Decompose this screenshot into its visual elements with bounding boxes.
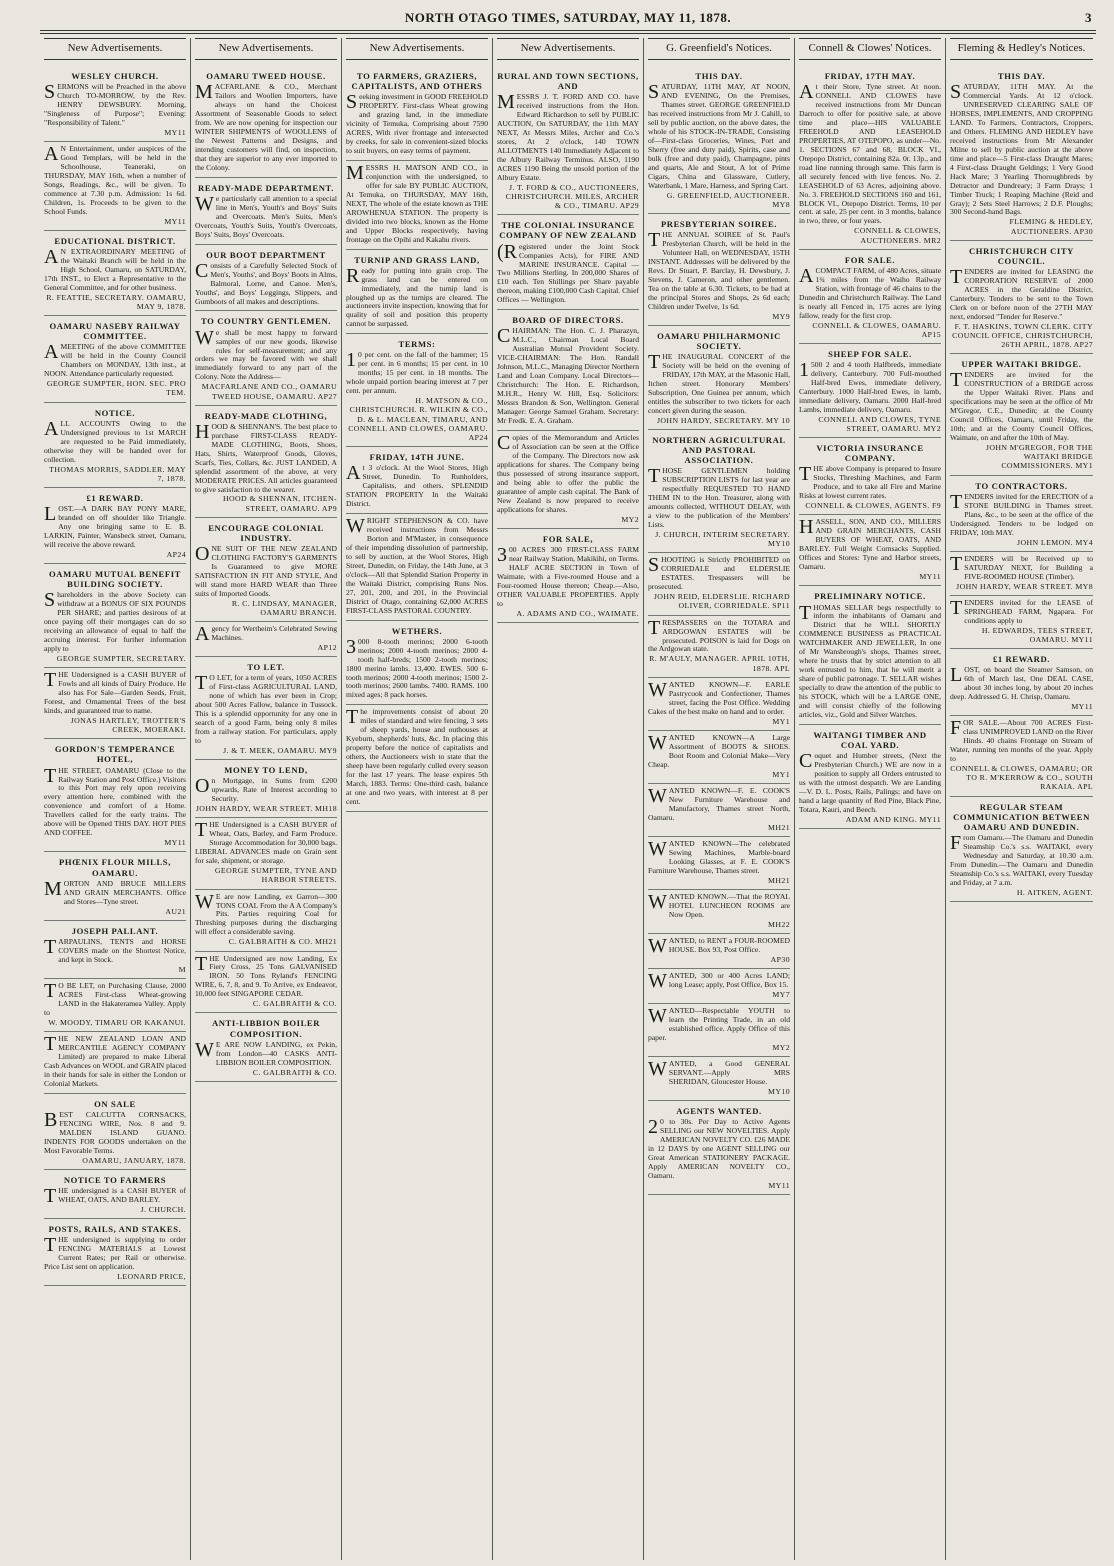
- advertisement: [648, 934, 790, 969]
- advertisement: [799, 250, 941, 344]
- ad-body: LOST.—A DARK BAY PONY MARE, branded on off shoulder like Triangle. Any one bringing same to E. B. LARKIN, Painter, Wansbeck street, Oamaru, will receive the above reward.: [44, 503, 186, 549]
- advertisement: [346, 514, 488, 620]
- ad-body: THE INAUGURAL CONCERT of the Society will be held on the evening of FRIDAY, 17th MAY, at the Masonic Hall, Itchen street. Honorary Members' Subscription, One Guinea per annum, which entitles the subscriber to two tickets for each concert given during the season.: [648, 351, 790, 415]
- ad-signature: C. GALBRAITH & CO. MH21: [228, 937, 337, 947]
- ad-signature: JOHN HARDY, SECRETARY. MY 10: [656, 415, 790, 425]
- ad-body: WANTED KNOWN—The celebrated Sewing Machines, Marble-board Looking Glasses, at F. E. COOK'S Furniture Warehouse, Thames street.: [648, 837, 790, 875]
- ad-title: VICTORIA INSURANCE COMPANY.: [816, 443, 924, 464]
- ad-title: NOTICE TO FARMERS: [63, 1174, 167, 1185]
- ad-title: OAMARU MUTUAL BENEFIT BUILDING SOCIETY.: [49, 569, 181, 590]
- ad-title: TURNIP AND GRASS LAND,: [354, 254, 480, 265]
- ad-title: FRIDAY, 14TH JUNE.: [369, 452, 465, 463]
- ad-body: HASSELL, SON, AND CO., MILLERS AND GRAIN MERCHANTS, CASH BUYERS OF WHEAT, OATS, AND BARLEY. Full Weight Cornsacks Supplied. Offices and Stores: Tyne and Harbor streets, Oamaru.: [799, 516, 941, 572]
- advertisement: [195, 952, 337, 1014]
- ad-body: TENDERS invited for the ERECTION of a STONE BUILDING in Thames street. Plans, &c., to be seen at the office of the Undersigned. Tenders to be lodged on FRIDAY, 10th MAY.: [950, 490, 1093, 537]
- advertisement: [950, 241, 1093, 355]
- ad-title: NORTHERN AGRICULTURAL AND PASTORAL ASSOCIATION.: [652, 434, 786, 466]
- ad-signature: AP24: [166, 549, 186, 559]
- advertisement: [44, 66, 186, 142]
- ad-signature: AP12: [317, 643, 337, 653]
- ad-signature: MY1: [772, 716, 790, 726]
- ad-body: CHAIRMAN: The Hon. C. J. Pharazyn, M.L.C., Chairman Local Board Australian Mutual Provident Society. VICE-CHAIRMAN: The Hon. Randall Johnson, M.L.C., Managing Director Northern Land and Loan Company. Local Directors—Christchurch: The Hon. E. Richardson, M.H.R., Henry W. Hill, Esq. Solicitors: Messrs Brandon & Son, Wellington. General Manager: George Samuel Graham. Secretary: Mr Fredk. E. A. Graham.: [497, 325, 639, 425]
- ad-signature: JONAS HARTLEY, TROTTER'S CREEK, MOERAKI.: [70, 715, 186, 735]
- column-heading: New Advertisements.: [346, 38, 488, 60]
- advertisement: [346, 705, 488, 811]
- ad-body: THE Undersigned is a CASH BUYER of Fowls and all kinds of Dairy Produce. He also has For Sale—Garden Seeds, Fruit, Forest, and Ornamental Trees of the best kinds, and guaranteed true to name.: [44, 669, 186, 715]
- ad-signature: CONNELL & CLOWES, AGENTS. F9: [805, 501, 941, 511]
- advertisement: [195, 657, 337, 760]
- advertisement: [950, 354, 1093, 475]
- ad-title: UPPER WAITAKI BRIDGE.: [961, 359, 1082, 370]
- ad-signature: W. MOODY, TIMARU OR KAKANUI.: [48, 1017, 186, 1027]
- ad-title: NOTICE.: [94, 407, 136, 418]
- ad-body: Ready for putting into grain crop. The grass land can be entered on immediately, and the turnip land is ploughed up as the turnips are cleared. The auctioneers invite inspection, knowing that for quality of soil and position this property cannot be surpassed.: [346, 264, 488, 329]
- ad-signature: R. M'AULY, MANAGER. APRIL 10TH, 1878. APL: [649, 654, 790, 673]
- ad-body: THOMAS SELLAR begs respectfully to inform the inhabitants of Oamaru and District that he WILL SHORTLY COMMENCE BUSINESS as PRACTICAL WATCHMAKER AND JEWELLER, In one of Mr Wansbrough's shops, Thames street, where he trusts that by strict attention to all work entrusted to him, that he will merit a share of public patronage. T. SELLAR wishes specially to draw the attention of the public to his STOCK, which will be a LARGE ONE, and will consist chiefly of the following articles, viz., Gold and Silver Watches.: [799, 601, 941, 719]
- ad-body: MESSRS H. MATSON AND CO., in conjunction with the undersigned, to offer for sale BY PUBLIC AUCTION, At Temuka, on THURSDAY, MAY 16th, NEXT, The whole of the estate known as THE AROWHENUA STATION. The property is divided into two blocks, known as the Home and Upper Blocks respectively, having frontage on the Opihi and Kakahu rivers.: [346, 161, 488, 244]
- ad-signature: C. GALBRAITH & CO.: [252, 1067, 337, 1077]
- advertisement: [799, 66, 941, 250]
- column-3: [342, 38, 493, 1560]
- ad-title: PRELIMINARY NOTICE.: [814, 591, 926, 602]
- ad-signature: H. MATSON & CO., CHRISTCHURCH. R. WILKIN & CO., D. & L. MACLEAN, TIMARU, AND CONNELL AND CLOWES, OAMARU. AP24: [348, 396, 488, 442]
- ad-body: At 3 o'clock. At the Wool Stores, High Street, Dunedin. To Runholders, Capitalists, and others. SPLENDID STATION PROPERTY In the Waitaki District.: [346, 462, 488, 509]
- ad-title: GORDON'S TEMPERANCE HOTEL,: [54, 744, 176, 765]
- ad-body: TARPAULINS, TENTS and HORSE COVERS made on the Shortest Notice, and kept in Stock.: [44, 935, 186, 964]
- ad-body: WANTED, a Good GENERAL SERVANT.—Apply MRS SHERIDAN, Gloucester House.: [648, 1058, 790, 1086]
- advertisement: [648, 1101, 790, 1195]
- columns: [40, 38, 1098, 1560]
- advertisement: [648, 678, 790, 731]
- advertisement: [195, 1013, 337, 1081]
- ad-title: ON SALE: [94, 1098, 136, 1109]
- ad-signature: MH21: [768, 875, 790, 885]
- advertisement: [497, 215, 639, 310]
- ad-body: TENDERS are invited for LEASING the CORPORATION RESERVE of 2000 ACRES in the Geraldine District, Canterbury. Tenders to be sent to the Town Clerk on or before noon of the 27TH MAY next, endorsed "Tender for Reserve.": [950, 266, 1093, 321]
- ad-title: OUR BOOT DEPARTMENT: [206, 249, 326, 260]
- ad-body: TENDERS are invited for the CONSTRUCTION of a BRIDGE across the Upper Waitaki River. Plans and specifications may be seen at the office of Mr M'Gregor, C.E., Dunedin; at the County Council Offices, Oamaru, until Friday, the 10th; and at the County Council Offices, Waimate, on and after the 10th of May.: [950, 369, 1093, 443]
- ad-signature: MY7: [772, 989, 790, 999]
- ad-body: 10 per cent. on the fall of the hammer; 15 per cent. in 6 months; 15 per cent. in 10 months; 15 per cent. in 18 months. The whole unpaid portion bearing interest at 7 per cent. per annum.: [346, 349, 488, 396]
- ad-title: JOSEPH PALLANT.: [71, 925, 159, 936]
- advertisement: [195, 406, 337, 518]
- column-heading: New Advertisements.: [195, 38, 337, 60]
- ad-title: WESLEY CHURCH.: [71, 70, 159, 81]
- ad-body: WANTED KNOWN—F. E. COOK'S New Furniture Warehouse and Manufactory, Thames street North, Oamaru.: [648, 784, 790, 822]
- ad-signature: MY11: [164, 127, 186, 137]
- ad-title: ANTI-LIBBION BOILER COMPOSITION.: [211, 1018, 321, 1039]
- ad-title: THIS DAY.: [997, 70, 1046, 81]
- advertisement: [648, 553, 790, 615]
- ad-body: MORTON AND BRUCE MILLERS AND GRAIN MERCHANTS. Office and Stores—Tyne street.: [44, 877, 186, 906]
- advertisement: [44, 231, 186, 316]
- ad-signature: F. T. HASKINS, TOWN CLERK. CITY COUNCIL OFFICE, CHRISTCHURCH, 26TH APRIL, 1878. AP27: [952, 321, 1093, 350]
- ad-body: We particularly call attention to a special line in Men's, Youth's and Boys' Suits and Overcoats. Men's Suits, Men's Overcoats, Youth's Suits, Youth's Overcoats, Boys' Suits, Boys' Overcoats.: [195, 192, 337, 239]
- advertisement: [950, 649, 1093, 716]
- ad-body: At their Store, Tyne street. At noon. CONNELL AND CLOWES have received instructions from Mr Duncan Darroch to offer for positive sale, at above time and place—HIS VALUABLE FREEHOLD AND LEASEHOLD PROPERTIES, AT OTEPOPO, as under—No. 1. SECTIONS 67 and 68, BLOCK VI., Otepopo District, containing 82a. 0r. 13p., and road line running through same. This farm is all securely fenced with live fences. No. 2. LEASEHOLD of 63 Acres, adjoining above. No. 3. FREEHOLD SECTIONS 160 and 161, BLOCK VI., Otepopo District. Terms, 10 per cent. at sale, 25 per cent. in 3 months, balance in two, three, or four years.: [799, 81, 941, 226]
- ad-signature: MY10: [768, 1086, 790, 1096]
- masthead-rule: [40, 30, 1096, 31]
- ad-signature: R. C. LINDSAY, MANAGER, OAMARU BRANCH.: [231, 598, 337, 618]
- ad-title: PRESBYTERIAN SOIREE.: [660, 218, 778, 229]
- advertisement: [799, 438, 941, 515]
- ad-title: EDUCATIONAL DISTRICT.: [54, 235, 176, 246]
- ad-title: OAMARU PHILHARMONIC SOCIETY.: [657, 330, 781, 351]
- ad-body: Consists of a Carefully Selected Stock of Men's, Youths', and Boys' Boots in Alms, Balmoral, Lorne, and Canoe. Men's, Youths', and Boys' Leggings, Slippers, and Gumboots of all makes and descriptions.: [195, 259, 337, 306]
- ad-signature: GEORGE SUMPTER, SECRETARY.: [56, 653, 186, 663]
- advertisement: [44, 316, 186, 402]
- ad-body: WANTED KNOWN.—That the ROYAL HOTEL LUNCHEON ROOMS are Now Open.: [648, 890, 790, 919]
- ad-title: BOARD OF DIRECTORS.: [512, 315, 624, 326]
- ad-body: AMEETING of the above COMMITTEE will be held in the County Council Chambers on MONDAY, 13th inst., at NOON. Attendance particularly requested.: [44, 341, 186, 379]
- ad-signature: M: [178, 964, 186, 974]
- advertisement: [195, 311, 337, 405]
- advertisement: [950, 476, 1093, 552]
- ad-body: TO BE LET, on Purchasing Clause, 2000 ACRES First-class Wheat-growing LAND in the Hakateramea Valley. Apply to: [44, 979, 186, 1017]
- ad-body: Shareholders in the above Society can withdraw at a BONUS OF SIX POUNDS PER SHARE; and parties desirous of at once paying off their mortgages can do so receiving an allowance of equal to half the accruing interest. For further information apply to: [44, 589, 186, 653]
- advertisement: [648, 969, 790, 1004]
- column-5: [644, 38, 795, 1560]
- advertisement: [346, 334, 488, 447]
- ad-signature: AP30: [770, 954, 790, 964]
- masthead-rule-lower: [40, 33, 1096, 34]
- advertisement: [44, 1032, 186, 1094]
- ad-title: £1 REWARD.: [86, 492, 144, 503]
- ad-body: TO LET, for a term of years, 1050 ACRES of First-class AGRICULTURAL LAND, none of which has ever been in Crop; about 500 Acres Fallow, balance in Tussock. This is a splendid opportunity for any one in search of a good Farm, being only 8 miles from a railway station. For particulars, apply to: [195, 672, 337, 746]
- advertisement: [950, 552, 1093, 596]
- advertisement: [648, 430, 790, 553]
- ad-body: WE ARE NOW LANDING, ex Pekin, from London—40 CASKS ANTI-LIBBION BOILER COMPOSITION.: [195, 1038, 337, 1067]
- ad-body: THE Undersigned are now Landing, Ex Fiery Cross, 25 Tons GALVANISED IRON. 50 Tons Ryland's FENCING WIRE, 6, 7, 8, and 9. To Arrive, ex Endeavor, 10,000 feet SINGAPORE CEDAR.: [195, 952, 337, 999]
- ad-signature: GEORGE SUMPTER, HON. SEC. PRO TEM.: [46, 379, 186, 398]
- ad-body: THE undersigned is a CASH BUYER of WHEAT, OATS, AND BARLEY.: [44, 1184, 186, 1207]
- ad-body: SHOOTING is Strictly PROHIBITED on CORRIEDALE and ELDERSLIE ESTATES. Trespassers will be prosecuted.: [648, 554, 790, 592]
- advertisement: [648, 214, 790, 326]
- ad-title: THIS DAY.: [695, 70, 743, 81]
- ad-body: Copies of the Memorandum and Articles of Association can be seen at the Office of the Company. The Directors now ask applications for shares. The Company being thus possessed of strong insurance support, and being able to offer the public the guarantee of ample cash capital. The Bank of New Zealand is now prepared to receive applications for shares.: [497, 431, 639, 514]
- ad-title: PHŒNIX FLOUR MILLS, OAMARU.: [59, 857, 171, 878]
- ad-body: 300 ACRES 300 FIRST-CLASS FARM near Railway Station, Makikihi, on Terms. HALF ACRE SECTION in Town of Waimate, with a Five-roomed House and a Four-roomed House thereon; Cheap.—Also, OTHER VALUABLE PROPERTIES. Apply to: [497, 543, 639, 608]
- ad-body: SATURDAY, 11TH MAY. At the Commercial Yards. At 12 o'clock. UNRESERVED CLEARING SALE OF HORSES, IMPLEMENTS, AND CROPPING LAND. To Farmers, Contractors, Croppers, and Others. FLEMING AND HEDLEY have received instructions from Mr Alexander Milne to sell by public auction at the above time and place—5 First-class Draught Mares; 4 First-class Draught Geldings; 1 Very Good Hack Mare; 3 Yearling Thoroughbreds by Detractor and Dundreary; 3 Farm Drays; 1 Timber Truck; 1 Reaping Machine (Reid and Gray); 2 Sets Steel Harrows; 2 D.F. Ploughs; 300 Second-hand Bags.: [950, 81, 1093, 217]
- ad-body: AN EXTRAORDINARY MEETING of the Waitaki Branch will be held in the High School, Oamaru, on SATURDAY, 17th INST., to Elect a Representative to the General Committee, and for other business.: [44, 246, 186, 292]
- ad-title: £1 REWARD.: [992, 654, 1051, 665]
- advertisement: [195, 760, 337, 818]
- advertisement: [799, 586, 941, 725]
- ad-body: The improvements consist of about 20 miles of standard and wire fencing, 3 sets of sheep yards, house and outhouses at Kyeburn, shepherds' huts, &c. In placing this property before the notice of capitalists and others, the Auctioneers wish to state that the sheep have been regularly culled every season for the last 17 years. The lease expires 5th March, 1883. Terms: One-third cash, balance at one and two years, with interest at 8 per cent.: [346, 706, 488, 806]
- advertisement: [195, 66, 337, 178]
- advertisement: [799, 515, 941, 586]
- advertisement: [346, 161, 488, 250]
- advertisement: [44, 979, 186, 1032]
- ad-title: TO FARMERS, GRAZIERS, CAPITALISTS, AND OTHERS: [351, 70, 483, 92]
- advertisement: [497, 529, 639, 623]
- ad-title: OAMARU NASEBY RAILWAY COMMITTEE.: [49, 321, 181, 342]
- ad-signature: OAMARU, JANUARY, 1878.: [82, 1155, 186, 1165]
- ad-body: WANTED KNOWN—A Large Assortment of BOOTS & SHOES. Boot Room and Colonial Make—Very Cheap.: [648, 731, 790, 769]
- ad-title: MONEY TO LEND,: [224, 765, 308, 776]
- advertisement: [44, 564, 186, 668]
- ad-signature: MH21: [768, 822, 790, 832]
- ad-body: We shall be most happy to forward samples of our new goods, likewise rules for self-measurement; and any orders we may be favored with we shall immediately forward to any part of the Colony. Note the Address—: [195, 326, 337, 382]
- ad-signature: G. GREENFIELD, AUCTIONEER. MY8: [666, 190, 790, 209]
- ad-signature: J. & T. MEEK, OAMARU. MY9: [223, 746, 337, 756]
- advertisement: [195, 518, 337, 622]
- advertisement: [497, 310, 639, 431]
- ad-signature: H. AITKEN, AGENT.: [1016, 887, 1093, 897]
- ad-signature: CONNELL & CLOWES, AUCTIONEERS. MR2: [854, 226, 941, 245]
- ad-body: MACFARLANE & CO., Merchant Tailors and Woollen Importers, have always on hand the Choicest Assortment of Seasonable Goods to select from. We are now opening for inspection our WINTER SHIPMENTS of WOOLLENS of the Newest Patterns and Designs, and intending customers will find, on inspection, that they are superior to any ever imported to the Colony.: [195, 81, 337, 172]
- advertisement: [44, 852, 186, 920]
- ad-body: TRESPASSERS on the TOTARA and ARDGOWAN ESTATES will be prosecuted. POISON is laid for Dogs on the Ardgowan state.: [648, 616, 790, 654]
- ad-signature: MY11: [1071, 702, 1093, 711]
- advertisement: [44, 403, 186, 488]
- ad-body: HOOD & SHENNAN'S. The best place to purchase FIRST-CLASS READY-MADE CLOTHING, Boots, Shoes, Hats, Shirts, Waterproof Goods, Gloves, Scarfs, Ties, Collars, &c. JUST LANDED, A splendid assortment of the above, at very MODERATE PRICES. All articles guaranteed to give satisfaction to the wearer.: [195, 420, 337, 494]
- advertisement: [648, 616, 790, 678]
- ad-signature: MY9: [772, 311, 790, 321]
- advertisement: [195, 622, 337, 657]
- ad-signature: JOHN M'GREGOR, FOR THE WAITAKI BRIDGE COMMISSIONERS. MY1: [985, 443, 1093, 471]
- column-4: [493, 38, 644, 1560]
- advertisement: [950, 66, 1093, 241]
- ad-signature: AU21: [165, 906, 186, 916]
- masthead-title: NORTH OTAGO TIMES, SATURDAY, MAY 11, 1878.: [404, 10, 732, 25]
- advertisement: [346, 447, 488, 514]
- ad-body: LOST, on board the Steamer Samson, on 6th of March last, One DEAL CASE, about 30 inches long, by about 20 inches deep. Addressed G. H. Chrisp, Oamaru.: [950, 664, 1093, 702]
- advertisement: [346, 66, 488, 161]
- ad-signature: FLEMING & HEDLEY, AUCTIONEERS. AP30: [1009, 217, 1093, 236]
- ad-signature: MY1: [772, 769, 790, 779]
- advertisement: [648, 784, 790, 837]
- ad-signature: ADAM AND KING. MY11: [845, 814, 941, 824]
- ad-signature: MACFARLANE AND CO., OAMARU TWEED HOUSE, OAMARU. AP27: [201, 382, 337, 401]
- ad-signature: JOHN HARDY, WEAR STREET. MY8: [956, 581, 1093, 591]
- advertisement: [648, 890, 790, 934]
- ad-body: WANTED, to RENT a FOUR-ROOMED HOUSE. Box 93, Post Office.: [648, 934, 790, 957]
- advertisement: [44, 488, 186, 564]
- column-heading: Connell & Clowes' Notices.: [799, 38, 941, 60]
- ad-title: READY-MADE CLOTHING,: [204, 410, 328, 421]
- ad-body: THE ANNUAL SOIREE of St. Paul's Presbyterian Church, will be held in the Volunteer Hall, on WEDNESDAY, 15TH INSTANT. Addresses will be delivered by the Revs. Dr Stuart, P. Barclay, H. Dewsbury, J. Stevens, J. Cameron, and other gentlemen. Tea on the table at 6.30. Tickets, to be had at the principal Stores and Shops, 2s 6d each; Children under Twelve, 1s 6d.: [648, 229, 790, 311]
- ad-body: 20 to 30s. Per Day to Active Agents SELLING our NEW NOVELTIES. Apply AMERICAN NOVELTY CO. £26 MADE in 12 DAYS by one AGENT SELLING our Great American STATIONERY PACKAGE. Apply AMERICAN NOVELTY CO., Oamaru.: [648, 1116, 790, 1180]
- advertisement: [346, 250, 488, 335]
- advertisement: [44, 1219, 186, 1286]
- advertisement: [799, 344, 941, 438]
- column-1: [40, 38, 191, 1560]
- ad-signature: MY11: [164, 216, 186, 226]
- ad-body: SATURDAY, 11TH MAY, AT NOON, AND EVENING, On the Premises, Thames street. GEORGE GREENFIELD has received instructions from Mr J. Cahill, to sell by public auction, on the above dates, the whole of his STOCK-IN-TRADE, Consisting of—First-class Groceries, Wines, Port and Sherry (free and duty paid), Spirits, case and bulk (free and duty paid), Champagne, pints and quarts, Ale and Stout, A lot of Prime Cigars, China and Glassware, Cutlery, Waterbank, 1 Mare, Harness, and Spring Cart.: [648, 81, 790, 190]
- ad-body: Agency for Wertheim's Celebrated Sewing Machines.: [195, 623, 337, 646]
- ad-signature: R. FEATTIE, SECRETARY. OAMARU, MAY 9, 1878.: [46, 292, 186, 311]
- ad-signature: MY2: [772, 1042, 790, 1052]
- advertisement: [195, 245, 337, 312]
- ad-body: SERMONS will be Preached in the above Church TO-MORROW, by the Rev. HENRY DEWSBURY. Morning, "Singleness of Purpose"; Evening: "Responsibility of Talent.": [44, 81, 186, 127]
- advertisement: [648, 731, 790, 784]
- ad-signature: MY11: [164, 838, 186, 848]
- ad-title: FOR SALE.: [844, 254, 896, 265]
- ad-body: WANTED—Respectable YOUTH to learn the Printing Trade, in an old established office. Apply Office of this paper.: [648, 1005, 790, 1042]
- column-7: [946, 38, 1097, 1560]
- ad-body: WE are now Landing, ex Garron—300 TONS COAL From the A A Company's Pits. Parties requiring Coal for Threshing purposes during the discharging will effect a considerable saving.: [195, 890, 337, 937]
- ad-body: THE above Company is prepared to Insure Stocks, Threshing Machines, and Farm Produce, and to take all Fire and Marine Risks at lowest current rates.: [799, 463, 941, 501]
- ad-signature: J. CHURCH.: [140, 1204, 186, 1214]
- ad-signature: THOMAS MORRIS, SADDLER. MAY 7, 1878.: [49, 464, 186, 483]
- ad-signature: H. EDWARDS, TEES STREET, OAMARU. MY11: [981, 625, 1093, 644]
- ad-signature: A. ADAMS AND CO., WAIMATE.: [516, 608, 639, 618]
- ad-body: MESSRS J. T. FORD AND CO. have received instructions from the Hon. Edward Richardson to sell by PUBLIC AUCTION, On SATURDAY, the 11th MAY NEXT, At Messrs Miles, Archer and Co.'s stores, At 2 o'clock, 140 TOWN ALLOTMENTS 140 Immediately Adjacent to the Albury Railway Terminus. ALSO, 1190 ACRES 1190 Being the unsold portion of the Albury Estate.: [497, 91, 639, 182]
- ad-signature: J. CHURCH, INTERIM SECRETARY. MY10: [655, 530, 790, 549]
- ad-signature: CONNELL & CLOWES, OAMARU. AP15: [812, 320, 941, 339]
- advertisement: [44, 1170, 186, 1219]
- ad-signature: MY11: [768, 1180, 790, 1190]
- ad-title: TO CONTRACTORS.: [975, 480, 1068, 491]
- advertisement: [497, 66, 639, 215]
- ad-body: Coquet and Humber streets, (Next the Presbyterian Church.) WE are now in a position to supply all Orders entrusted to us with the utmost despatch. We are Landing—V. D. L. Posts, Rails, Palings; and have on hand a large quantity of Red Pine, Black Pine, Totara, Kauri, and Beech.: [799, 750, 941, 814]
- advertisement: [648, 1057, 790, 1101]
- ad-title: TO LET.: [247, 662, 285, 673]
- ad-title: CHRISTCHURCH CITY COUNCIL.: [969, 245, 1074, 266]
- column-heading: Fleming & Hedley's Notices.: [950, 38, 1093, 60]
- column-2: [191, 38, 342, 1560]
- ad-body: AN Entertainment, under auspices of the Good Templars, will be held in the Schoolhouse, Teaneraki, on THURSDAY, MAY 16th, when a number of Songs, Readings, &c., will be given. To commence at 7.30 p.m. Admission: 1s 6d. Children, 1s. Proceeds to be given to the School Funds.: [44, 143, 186, 216]
- ad-body: 1500 2 and 4 tooth Halfbreds, immediate delivery, Canterbury. 700 Full-mouthed Half-bred Ewes, immediate delivery, Canterbury. 1000 Half-bred Ewes, in lamb, immediate delivery, Oamaru. 2000 Half-bred Lambs, immediate delivery, Oamaru.: [799, 359, 941, 414]
- ad-signature: HOOD & SHENNAN, ITCHEN-STREET, OAMARU. AP9: [222, 494, 337, 513]
- ad-signature: LEONARD PRICE,: [117, 1271, 186, 1281]
- ad-body: On Mortgage, in Sums from £200 upwards, Rate of Interest according to Security.: [195, 775, 337, 804]
- ad-body: Seeking investment in GOOD FREEHOLD PROPERTY. First-class Wheat growing and grazing land, in the immediate vicinity of Temuka, Comprising about 7590 ACRES, With river frontage and intersected by creeks, for sale in convenient-sized blocks to suit buyers, on easy terms of payment.: [346, 91, 488, 155]
- advertisement: [648, 326, 790, 430]
- ad-body: 3000 8-tooth merinos; 2000 6-tooth merinos; 2000 4-tooth merinos; 2000 4-tooth half-breds; 1500 2-tooth merinos; 1800 merino lambs. 13,400. EWES. 500 6-tooth merinos; 2000 4-tooth merinos; 1500 2-tooth merinos; 2600 lambs. 7400. RAMS. 100 mixed ages; 8 pack horses.: [346, 635, 488, 700]
- ad-signature: MY11: [919, 572, 941, 582]
- advertisement: [497, 431, 639, 529]
- advertisement: [799, 725, 941, 829]
- advertisement: [44, 142, 186, 231]
- advertisement: [44, 921, 186, 979]
- ad-title: THE COLONIAL INSURANCE COMPANY OF NEW ZEALAND: [499, 220, 637, 241]
- ad-signature: JOHN HARDY, WEAR STREET. MH18: [195, 804, 337, 814]
- advertisement: [950, 797, 1093, 902]
- advertisement: [648, 837, 790, 890]
- ad-signature: CONNELL & CLOWES, OAMARU; OR TO R. M'KERROW & CO., SOUTH RAKAIA. APL: [950, 763, 1093, 792]
- advertisement: [648, 1004, 790, 1057]
- ad-body: ONE SUIT OF THE NEW ZEALAND CLOTHING FACTORY'S GARMENTS Is Guaranteed to give MORE SATISFACTION IN FIT AND STYLE, And will stand more HARD WEAR than Three suits of Imported Goods.: [195, 543, 337, 598]
- advertisement: [195, 818, 337, 889]
- ad-title: RURAL AND TOWN SECTIONS, AND: [497, 70, 639, 92]
- advertisement: [44, 739, 186, 852]
- ad-body: THOSE GENTLEMEN holding SUBSCRIPTION LISTS for last year are respectfully REQUESTED TO HAND THEM IN to the Hon. Treasurer, along with amounts collected, WITHOUT DELAY, with a view to the publication of the Members' Lists.: [648, 465, 790, 530]
- ad-body: From Oamaru.—The Oamaru and Dunedin Steamship Co.'s s.s. WAITAKI, every Wednesday and Saturday, at 10.30 a.m. From Dunedin.—The Oamaru and Dunedin Steamship Co.'s s.s. WAITAKI, every Tuesday and Friday, at 7 a.m.: [950, 831, 1093, 887]
- ad-signature: MY2: [621, 514, 639, 524]
- ad-signature: J. T. FORD & CO., AUCTIONEERS, CHRISTCHURCH. MILES, ARCHER & CO., TIMARU. AP29: [505, 182, 639, 211]
- ad-body: THE STREET, OAMARU (Close to the Railway Station and Post Office.) Visitors to this Port may rely upon receiving every attention here, combined with the convenience and comfort of a Home. Travellers called for the early trains. The above will be Opened THIS DAY. HOT PIES AND COFFEE.: [44, 764, 186, 838]
- ad-title: POSTS, RAILS, AND STAKES.: [48, 1223, 182, 1234]
- column-heading: New Advertisements.: [497, 38, 639, 60]
- advertisement: [44, 1094, 186, 1170]
- ad-title: OAMARU TWEED HOUSE.: [206, 70, 326, 81]
- ad-body: BEST CALCUTTA CORNSACKS, FENCING WIRE, Nos. 8 and 9. MALDEN ISLAND GUANO. INDENTS FOR GOODS undertaken on the Most Favorable Terms.: [44, 1108, 186, 1155]
- advertisement: [648, 66, 790, 214]
- ad-title: WETHERS.: [391, 625, 443, 636]
- advertisement: [950, 716, 1093, 796]
- masthead: [40, 10, 1096, 32]
- ad-title: TO COUNTRY GENTLEMEN.: [201, 316, 331, 327]
- ad-title: ENCOURAGE COLONIAL INDUSTRY.: [208, 522, 324, 543]
- ad-body: FOR SALE.—About 700 ACRES First-class UNIMPROVED LAND on the River Hinds. 40 chains Frontage on Stream of Water, running ten months of the year. Apply to: [950, 717, 1093, 763]
- column-heading: G. Greenfield's Notices.: [648, 38, 790, 60]
- ad-body: WANTED KNOWN—F. EARLE Pastrycook and Confectioner, Thames street, facing the Post Office. Wedding Cakes of the best make on hand and to order.: [648, 678, 790, 716]
- ad-signature: JOHN REID, ELDERSLIE. RICHARD OLIVER, CORRIEDALE. SP11: [653, 592, 790, 611]
- ad-signature: GEORGE SUMPTER, TYNE AND HARBOR STREETS.: [214, 866, 337, 885]
- advertisement: [195, 178, 337, 245]
- ad-title: FOR SALE,: [542, 533, 594, 544]
- ad-title: TERMS:: [398, 339, 436, 350]
- ad-body: ALL ACCOUNTS Owing to the Undersigned previous to 1st MARCH are requested to be Paid immediately, otherwise they will be handed over for collection.: [44, 417, 186, 464]
- advertisement: [346, 621, 488, 706]
- ad-body: WANTED, 300 or 400 Acres LAND; long Lease; apply, Post Office, Box 15.: [648, 969, 790, 992]
- advertisement: [44, 668, 186, 739]
- ad-title: REGULAR STEAM COMMUNICATION BETWEEN OAMARU AND DUNEDIN.: [953, 801, 1090, 832]
- ad-body: ACOMPACT FARM, of 480 Acres, situate 1¾ miles from the Waiho Railway Station, with frontage of 46 chains to the Dunedin and Christchurch Railway. The Land is nearly all Fenced in, 175 acres are lying fallow, ready for the first crop.: [799, 264, 941, 320]
- advertisement: [950, 596, 1093, 649]
- ad-body: (Registered under the Joint Stock Companies Acts), for FIRE AND MARINE INSURANCE. Capital — Two Millions Sterling. In 200,000 Shares of £10 each. Ten Shillings per Share payable thereon, making £100,000 Cash Capital. Chief Offices — Wellington.: [497, 240, 639, 305]
- ad-title: WAITANGI TIMBER AND COAL YARD.: [813, 729, 927, 751]
- advertisement: [195, 890, 337, 952]
- ad-body: WRIGHT STEPHENSON & CO. have received instructions from Messrs Borton and M'Master, in consequence of their impending dissolution of partnership, to sell by auction, at the Wool Stores, High Street, Dunedin, on Friday, the 14th June, at 3 o'clock—All that Splendid Station Property in the Waitaki District, comprising Runs Nos. 27, 201, 200, and 201, in the Provincial District of Otago, containing 62,000 ACRES FIRST-CLASS PASTORAL COUNTRY.: [346, 515, 488, 615]
- ad-body: THE Undersigned is a CASH BUYER of Wheat, Oats, Barley, and Farm Produce. Storage Accommodation for 30,000 bags. LIBERAL ADVANCES made on Grain sent for sale, shipment, or storage.: [195, 819, 337, 866]
- ad-body: THE undersigned is supplying to order FENCING MATERIALS at Lowest Current Rates; per Rail or otherwise. Price List sent on application.: [44, 1234, 186, 1271]
- column-heading: New Advertisements.: [44, 38, 186, 60]
- page-number: 3: [1085, 10, 1092, 25]
- ad-body: TENDERS will be Received up to SATURDAY NEXT, for Building a FIVE-ROOMED HOUSE (Timber).: [950, 552, 1093, 581]
- ad-title: SHEEP FOR SALE.: [828, 348, 912, 359]
- ad-title: AGENTS WANTED.: [676, 1106, 762, 1117]
- ad-signature: MH22: [768, 919, 790, 929]
- ad-title: FRIDAY, 17TH MAY.: [824, 70, 916, 81]
- column-6: [795, 38, 946, 1560]
- ad-body: THE NEW ZEALAND LOAN AND MERCANTILE AGENCY COMPANY Limited) are prepared to make Liberal Cash Advances on WOOL and GRAIN placed in their hands for sale in either the London or Colonial Markets.: [44, 1032, 186, 1088]
- ad-signature: C. GALBRAITH & CO.: [252, 999, 337, 1009]
- ad-signature: CONNELL AND CLOWES, TYNE STREET, OAMARU. MY2: [818, 414, 941, 434]
- ad-signature: JOHN LEMON. MY4: [1017, 537, 1093, 547]
- ad-title: READY-MADE DEPARTMENT.: [198, 182, 334, 193]
- ad-body: TENDERS invited for the LEASE of SPRINGHEAD FARM, Ngapara. For conditions apply to: [950, 596, 1093, 625]
